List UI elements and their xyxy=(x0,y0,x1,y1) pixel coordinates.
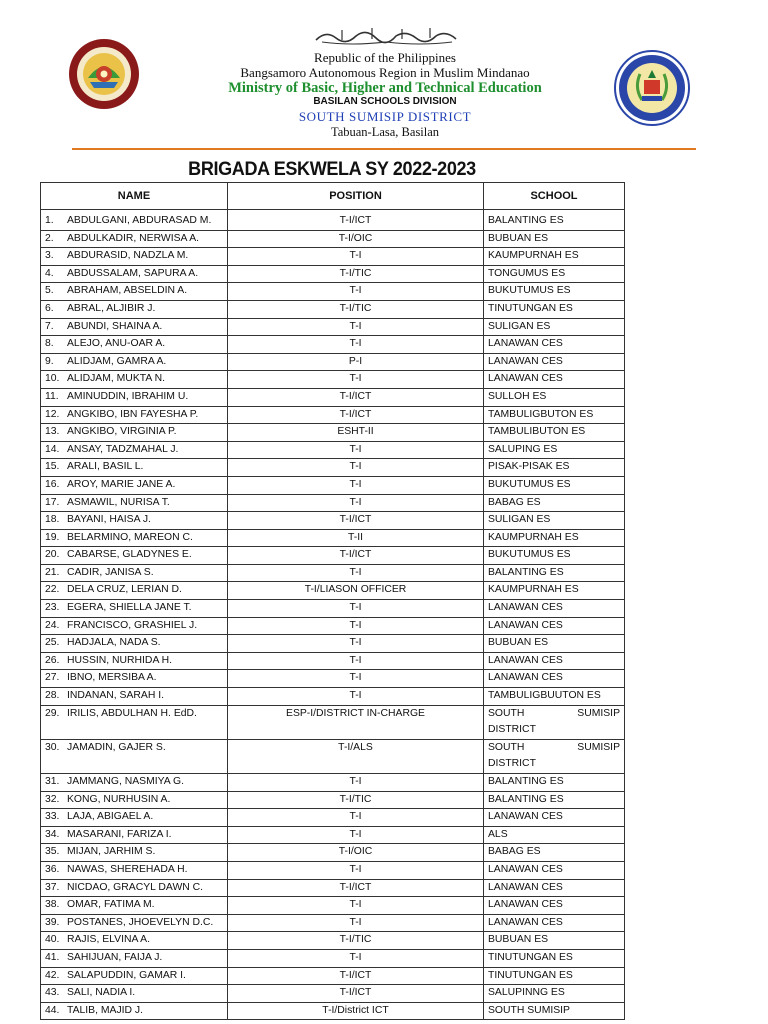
row-number: 35. xyxy=(45,846,60,858)
person-name: ABDUSSALAM, SAPURA A. xyxy=(67,267,199,279)
row-number: 23. xyxy=(45,602,60,614)
document-title: BRIGADA ESKWELA SY 2022-2023 xyxy=(188,159,476,180)
position-cell: T-I xyxy=(228,897,484,915)
table-row xyxy=(41,371,625,389)
position-cell: T-I/ICT xyxy=(228,967,484,985)
school-cell: TAMBULIGBUUTON ES xyxy=(484,688,625,706)
table-row xyxy=(41,1002,625,1020)
table-row xyxy=(41,336,625,354)
name-cell xyxy=(41,861,228,879)
table-row xyxy=(41,967,625,985)
name-cell xyxy=(41,897,228,915)
school-cell: BUBUAN ES xyxy=(484,932,625,950)
row-number: 29. xyxy=(45,707,60,719)
table-row xyxy=(41,512,625,530)
name-cell xyxy=(41,353,228,371)
row-number: 33. xyxy=(45,811,60,823)
position-cell: T-I/ALS xyxy=(228,739,484,773)
position-cell: T-I xyxy=(228,949,484,967)
table-row xyxy=(41,424,625,442)
name-cell xyxy=(41,791,228,809)
table-row xyxy=(41,476,625,494)
name-cell xyxy=(41,1002,228,1020)
row-number: 4. xyxy=(45,267,54,279)
row-number: 24. xyxy=(45,619,60,631)
school-cell: BUBUAN ES xyxy=(484,635,625,653)
table-row xyxy=(41,635,625,653)
table-body xyxy=(41,210,625,1020)
person-name: AROY, MARIE JANE A. xyxy=(67,478,176,490)
name-cell xyxy=(41,600,228,618)
table-row xyxy=(41,210,625,231)
table-row xyxy=(41,230,625,248)
name-cell xyxy=(41,652,228,670)
name-cell xyxy=(41,826,228,844)
table-row xyxy=(41,600,625,618)
name-cell xyxy=(41,265,228,283)
school-cell: LANAWAN CES xyxy=(484,809,625,827)
position-cell: T-I/OIC xyxy=(228,230,484,248)
school-cell: SULLOH ES xyxy=(484,388,625,406)
position-cell: T-I xyxy=(228,652,484,670)
person-name: IBNO, MERSIBA A. xyxy=(67,672,157,684)
row-number: 7. xyxy=(45,320,54,332)
table-row xyxy=(41,265,625,283)
name-cell xyxy=(41,336,228,354)
position-cell: T-I/ICT xyxy=(228,210,484,231)
row-number: 28. xyxy=(45,690,60,702)
row-number: 43. xyxy=(45,987,60,999)
table-row xyxy=(41,949,625,967)
name-cell xyxy=(41,844,228,862)
position-cell: T-I xyxy=(228,914,484,932)
table-row xyxy=(41,688,625,706)
name-cell xyxy=(41,529,228,547)
school-cell: TINUTUNGAN ES xyxy=(484,967,625,985)
row-number: 31. xyxy=(45,776,60,787)
position-cell: T-I/ICT xyxy=(228,388,484,406)
name-cell xyxy=(41,210,228,231)
person-name: TALIB, MAJID J. xyxy=(67,1004,144,1016)
person-name: ARALI, BASIL L. xyxy=(67,461,144,473)
person-name: HADJALA, NADA S. xyxy=(67,637,161,649)
position-cell: T-I/OIC xyxy=(228,844,484,862)
position-cell: T-I xyxy=(228,459,484,477)
school-cell: TAMBULIGBUTON ES xyxy=(484,406,625,424)
position-cell: T-I xyxy=(228,248,484,266)
table-row xyxy=(41,300,625,318)
person-name: ASMAWIL, NURISA T. xyxy=(67,496,170,508)
name-cell xyxy=(41,512,228,530)
row-number: 6. xyxy=(45,302,54,314)
location-line: Tabuan-Lasa, Basilan xyxy=(330,125,440,139)
table-row xyxy=(41,406,625,424)
person-name: FRANCISCO, GRASHIEL J. xyxy=(67,619,198,631)
name-cell xyxy=(41,476,228,494)
person-name: ABDULKADIR, NERWISA A. xyxy=(67,232,200,244)
school-cell: LANAWAN CES xyxy=(484,914,625,932)
position-cell: T-I/ICT xyxy=(228,985,484,1003)
name-cell xyxy=(41,932,228,950)
position-cell: T-I xyxy=(228,826,484,844)
person-name: JAMADIN, GAJER S. xyxy=(67,741,166,753)
school-cell: BUBUAN ES xyxy=(484,230,625,248)
school-cell: KAUMPURNAH ES xyxy=(484,582,625,600)
school-cell: BALANTING ES xyxy=(484,564,625,582)
position-cell: T-II xyxy=(228,529,484,547)
row-number: 44. xyxy=(45,1004,60,1016)
person-name: ABUNDI, SHAINA A. xyxy=(67,320,163,332)
school-cell: TONGUMUS ES xyxy=(484,265,625,283)
district-seal-logo xyxy=(614,50,690,126)
row-number: 40. xyxy=(45,934,60,946)
school-cell: LANAWAN CES xyxy=(484,897,625,915)
table-row xyxy=(41,914,625,932)
school-cell: SULIGAN ES xyxy=(484,512,625,530)
table-row xyxy=(41,441,625,459)
school-cell: SULIGAN ES xyxy=(484,318,625,336)
row-number: 17. xyxy=(45,496,60,508)
position-cell: T-I xyxy=(228,564,484,582)
name-cell xyxy=(41,582,228,600)
row-number: 2. xyxy=(45,232,54,244)
name-cell xyxy=(41,283,228,301)
person-name: AMINUDDIN, IBRAHIM U. xyxy=(67,390,189,402)
position-cell: T-I xyxy=(228,441,484,459)
row-number: 5. xyxy=(45,285,54,297)
school-cell: LANAWAN CES xyxy=(484,879,625,897)
table-row xyxy=(41,879,625,897)
position-cell: T-I/ICT xyxy=(228,406,484,424)
table-row xyxy=(41,652,625,670)
name-cell xyxy=(41,617,228,635)
table-row xyxy=(41,318,625,336)
name-cell xyxy=(41,774,228,792)
table-row xyxy=(41,617,625,635)
row-number: 21. xyxy=(45,566,60,578)
person-name: NICDAO, GRACYL DAWN C. xyxy=(67,881,204,893)
name-cell xyxy=(41,985,228,1003)
table-header-row xyxy=(41,183,625,210)
table-row xyxy=(41,670,625,688)
position-cell: T-I/TIC xyxy=(228,932,484,950)
table-row xyxy=(41,809,625,827)
position-cell: T-I/ICT xyxy=(228,512,484,530)
position-cell: ESP-I/DISTRICT IN-CHARGE xyxy=(228,705,484,739)
row-number: 12. xyxy=(45,408,60,420)
person-name: EGERA, SHIELLA JANE T. xyxy=(67,602,192,614)
school-cell: LANAWAN CES xyxy=(484,371,625,389)
position-cell: T-I xyxy=(228,336,484,354)
name-cell xyxy=(41,230,228,248)
school-cell: TAMBULIBUTON ES xyxy=(484,424,625,442)
row-number: 26. xyxy=(45,654,60,666)
table-row xyxy=(41,459,625,477)
person-name: MIJAN, JARHIM S. xyxy=(67,846,156,858)
school-cell: BALANTING ES xyxy=(484,210,625,231)
person-name: ALEJO, ANU-OAR A. xyxy=(67,338,166,350)
roster-table xyxy=(40,182,625,1020)
person-name: ALIDJAM, GAMRA A. xyxy=(67,355,167,367)
region-line: Bangsamoro Autonomous Region in Muslim Mindanao xyxy=(240,65,530,80)
school-cell: BUKUTUMUS ES xyxy=(484,476,625,494)
school-cell: BUKUTUMUS ES xyxy=(484,547,625,565)
school-cell: BUKUTUMUS ES xyxy=(484,283,625,301)
person-name: KONG, NURHUSIN A. xyxy=(67,793,171,805)
school-cell: PISAK-PISAK ES xyxy=(484,459,625,477)
school-cell: ALS xyxy=(484,826,625,844)
table-row xyxy=(41,844,625,862)
person-name: ANGKIBO, IBN FAYESHA P. xyxy=(67,408,199,420)
person-name: LAJA, ABIGAEL A. xyxy=(67,811,154,823)
row-number: 14. xyxy=(45,443,60,455)
table-row xyxy=(41,705,625,739)
person-name: DELA CRUZ, LERIAN D. xyxy=(67,584,182,596)
table-row xyxy=(41,353,625,371)
position-cell: T-I/LIASON OFFICER xyxy=(228,582,484,600)
position-cell: T-I/ICT xyxy=(228,547,484,565)
school-cell: LANAWAN CES xyxy=(484,861,625,879)
position-cell: P-I xyxy=(228,353,484,371)
person-name: NAWAS, SHEREHADA H. xyxy=(67,863,188,875)
school-cell: KAUMPURNAH ES xyxy=(484,248,625,266)
district-line: SOUTH SUMISIP DISTRICT xyxy=(298,109,472,124)
school-cell: BALANTING ES xyxy=(484,774,625,792)
position-cell: T-I xyxy=(228,476,484,494)
position-cell: T-I xyxy=(228,688,484,706)
row-number: 20. xyxy=(45,549,60,561)
row-number: 32. xyxy=(45,793,60,805)
position-cell: T-I xyxy=(228,774,484,792)
table-row xyxy=(41,739,625,773)
table-row xyxy=(41,791,625,809)
name-cell xyxy=(41,635,228,653)
row-number: 13. xyxy=(45,426,60,438)
position-cell: T-I xyxy=(228,283,484,301)
row-number: 18. xyxy=(45,514,60,526)
table-row xyxy=(41,826,625,844)
name-cell xyxy=(41,809,228,827)
row-number: 30. xyxy=(45,741,60,753)
row-number: 25. xyxy=(45,637,60,649)
person-name: ALIDJAM, MUKTA N. xyxy=(67,373,165,385)
row-number: 16. xyxy=(45,478,60,490)
person-name: ANSAY, TADZMAHAL J. xyxy=(67,443,179,455)
name-cell xyxy=(41,547,228,565)
school-cell: BABAG ES xyxy=(484,844,625,862)
name-cell xyxy=(41,406,228,424)
division-line: BASILAN SCHOOLS DIVISION xyxy=(313,96,457,107)
name-cell xyxy=(41,318,228,336)
position-cell: T-I xyxy=(228,617,484,635)
row-number: 36. xyxy=(45,863,60,875)
position-cell: T-I xyxy=(228,371,484,389)
table-row xyxy=(41,248,625,266)
person-name: HUSSIN, NURHIDA H. xyxy=(67,654,173,666)
column-header-position: POSITION xyxy=(228,183,484,210)
person-name: ANGKIBO, VIRGINIA P. xyxy=(67,426,177,438)
row-number: 1. xyxy=(45,215,54,226)
header-divider xyxy=(72,148,696,150)
school-cell: LANAWAN CES xyxy=(484,353,625,371)
position-cell: T-I/TIC xyxy=(228,791,484,809)
row-number: 27. xyxy=(45,672,60,684)
name-cell xyxy=(41,494,228,512)
person-name: BAYANI, HAISA J. xyxy=(67,514,151,526)
row-number: 22. xyxy=(45,584,60,596)
person-name: SAHIJUAN, FAIJA J. xyxy=(67,951,163,963)
school-cell: LANAWAN CES xyxy=(484,652,625,670)
table-row xyxy=(41,897,625,915)
person-name: SALI, NADIA I. xyxy=(67,987,136,999)
name-cell xyxy=(41,967,228,985)
column-header-name: NAME xyxy=(41,183,228,210)
school-cell: BABAG ES xyxy=(484,494,625,512)
school-cell: SOUTH SUMISIP xyxy=(484,1002,625,1020)
school-cell: LANAWAN CES xyxy=(484,600,625,618)
person-name: ABDULGANI, ABDURASAD M. xyxy=(67,215,212,226)
school-cell: BALANTING ES xyxy=(484,791,625,809)
name-cell xyxy=(41,388,228,406)
person-name: ABRAHAM, ABSELDIN A. xyxy=(67,285,188,297)
ministry-seal-logo xyxy=(68,38,140,110)
person-name: POSTANES, JHOEVELYN D.C. xyxy=(67,916,214,928)
person-name: CADIR, JANISA S. xyxy=(67,566,154,578)
name-cell xyxy=(41,424,228,442)
name-cell xyxy=(41,459,228,477)
school-cell: SALUPINNG ES xyxy=(484,985,625,1003)
row-number: 19. xyxy=(45,531,60,543)
person-name: INDANAN, SARAH I. xyxy=(67,690,164,702)
table-row xyxy=(41,283,625,301)
person-name: SALAPUDDIN, GAMAR I. xyxy=(67,969,186,981)
school-cell: SALUPING ES xyxy=(484,441,625,459)
position-cell: T-I xyxy=(228,861,484,879)
person-name: MASARANI, FARIZA I. xyxy=(67,828,172,840)
table-row xyxy=(41,494,625,512)
person-name: RAJIS, ELVINA A. xyxy=(67,934,150,946)
position-cell: T-I xyxy=(228,600,484,618)
table-row xyxy=(41,564,625,582)
table-row xyxy=(41,547,625,565)
person-name: ABDURASID, NADZLA M. xyxy=(67,250,189,262)
position-cell: T-I/District ICT xyxy=(228,1002,484,1020)
table-row xyxy=(41,388,625,406)
row-number: 3. xyxy=(45,250,54,262)
name-cell xyxy=(41,879,228,897)
name-cell xyxy=(41,300,228,318)
name-cell xyxy=(41,441,228,459)
position-cell: T-I/TIC xyxy=(228,265,484,283)
row-number: 11. xyxy=(45,390,59,402)
school-cell: TINUTUNGAN ES xyxy=(484,949,625,967)
row-number: 42. xyxy=(45,969,60,981)
row-number: 41. xyxy=(45,951,60,963)
person-name: BELARMINO, MAREON C. xyxy=(67,531,193,543)
position-cell: ESHT-II xyxy=(228,424,484,442)
column-header-school: SCHOOL xyxy=(484,183,625,210)
table-row xyxy=(41,774,625,792)
row-number: 15. xyxy=(45,461,60,473)
ministry-line: Ministry of Basic, Higher and Technical Education xyxy=(228,80,542,96)
person-name: CABARSE, GLADYNES E. xyxy=(67,549,192,561)
school-cell: KAUMPURNAH ES xyxy=(484,529,625,547)
school-cell: SOUTH SUMISIP DISTRICT xyxy=(484,705,625,739)
bismillah-calligraphy xyxy=(312,24,460,48)
name-cell xyxy=(41,914,228,932)
name-cell xyxy=(41,248,228,266)
row-number: 34. xyxy=(45,828,60,840)
school-cell: LANAWAN CES xyxy=(484,336,625,354)
table-row xyxy=(41,985,625,1003)
table-row xyxy=(41,582,625,600)
person-name: IRILIS, ABDULHAN H. EdD. xyxy=(67,707,197,719)
position-cell: T-I xyxy=(228,318,484,336)
name-cell xyxy=(41,670,228,688)
name-cell xyxy=(41,949,228,967)
table-row xyxy=(41,861,625,879)
name-cell xyxy=(41,371,228,389)
position-cell: T-I xyxy=(228,809,484,827)
position-cell: T-I xyxy=(228,494,484,512)
name-cell xyxy=(41,739,228,773)
name-cell xyxy=(41,688,228,706)
school-cell: TINUTUNGAN ES xyxy=(484,300,625,318)
school-cell: LANAWAN CES xyxy=(484,670,625,688)
person-name: ABRAL, ALJIBIR J. xyxy=(67,302,156,314)
row-number: 8. xyxy=(45,338,54,350)
school-cell: LANAWAN CES xyxy=(484,617,625,635)
school-cell: SOUTH SUMISIP DISTRICT xyxy=(484,739,625,773)
table-row xyxy=(41,529,625,547)
position-cell: T-I xyxy=(228,635,484,653)
name-cell xyxy=(41,705,228,739)
row-number: 10. xyxy=(45,373,60,385)
position-cell: T-I xyxy=(228,670,484,688)
row-number: 9. xyxy=(45,355,54,367)
name-cell xyxy=(41,564,228,582)
position-cell: T-I/ICT xyxy=(228,879,484,897)
person-name: JAMMANG, NASMIYA G. xyxy=(67,776,185,787)
row-number: 38. xyxy=(45,899,60,911)
position-cell: T-I/TIC xyxy=(228,300,484,318)
person-name: OMAR, FATIMA M. xyxy=(67,899,155,911)
row-number: 39. xyxy=(45,916,60,928)
republic-line: Republic of the Philippines xyxy=(314,50,456,65)
row-number: 37. xyxy=(45,881,60,893)
table-row xyxy=(41,932,625,950)
